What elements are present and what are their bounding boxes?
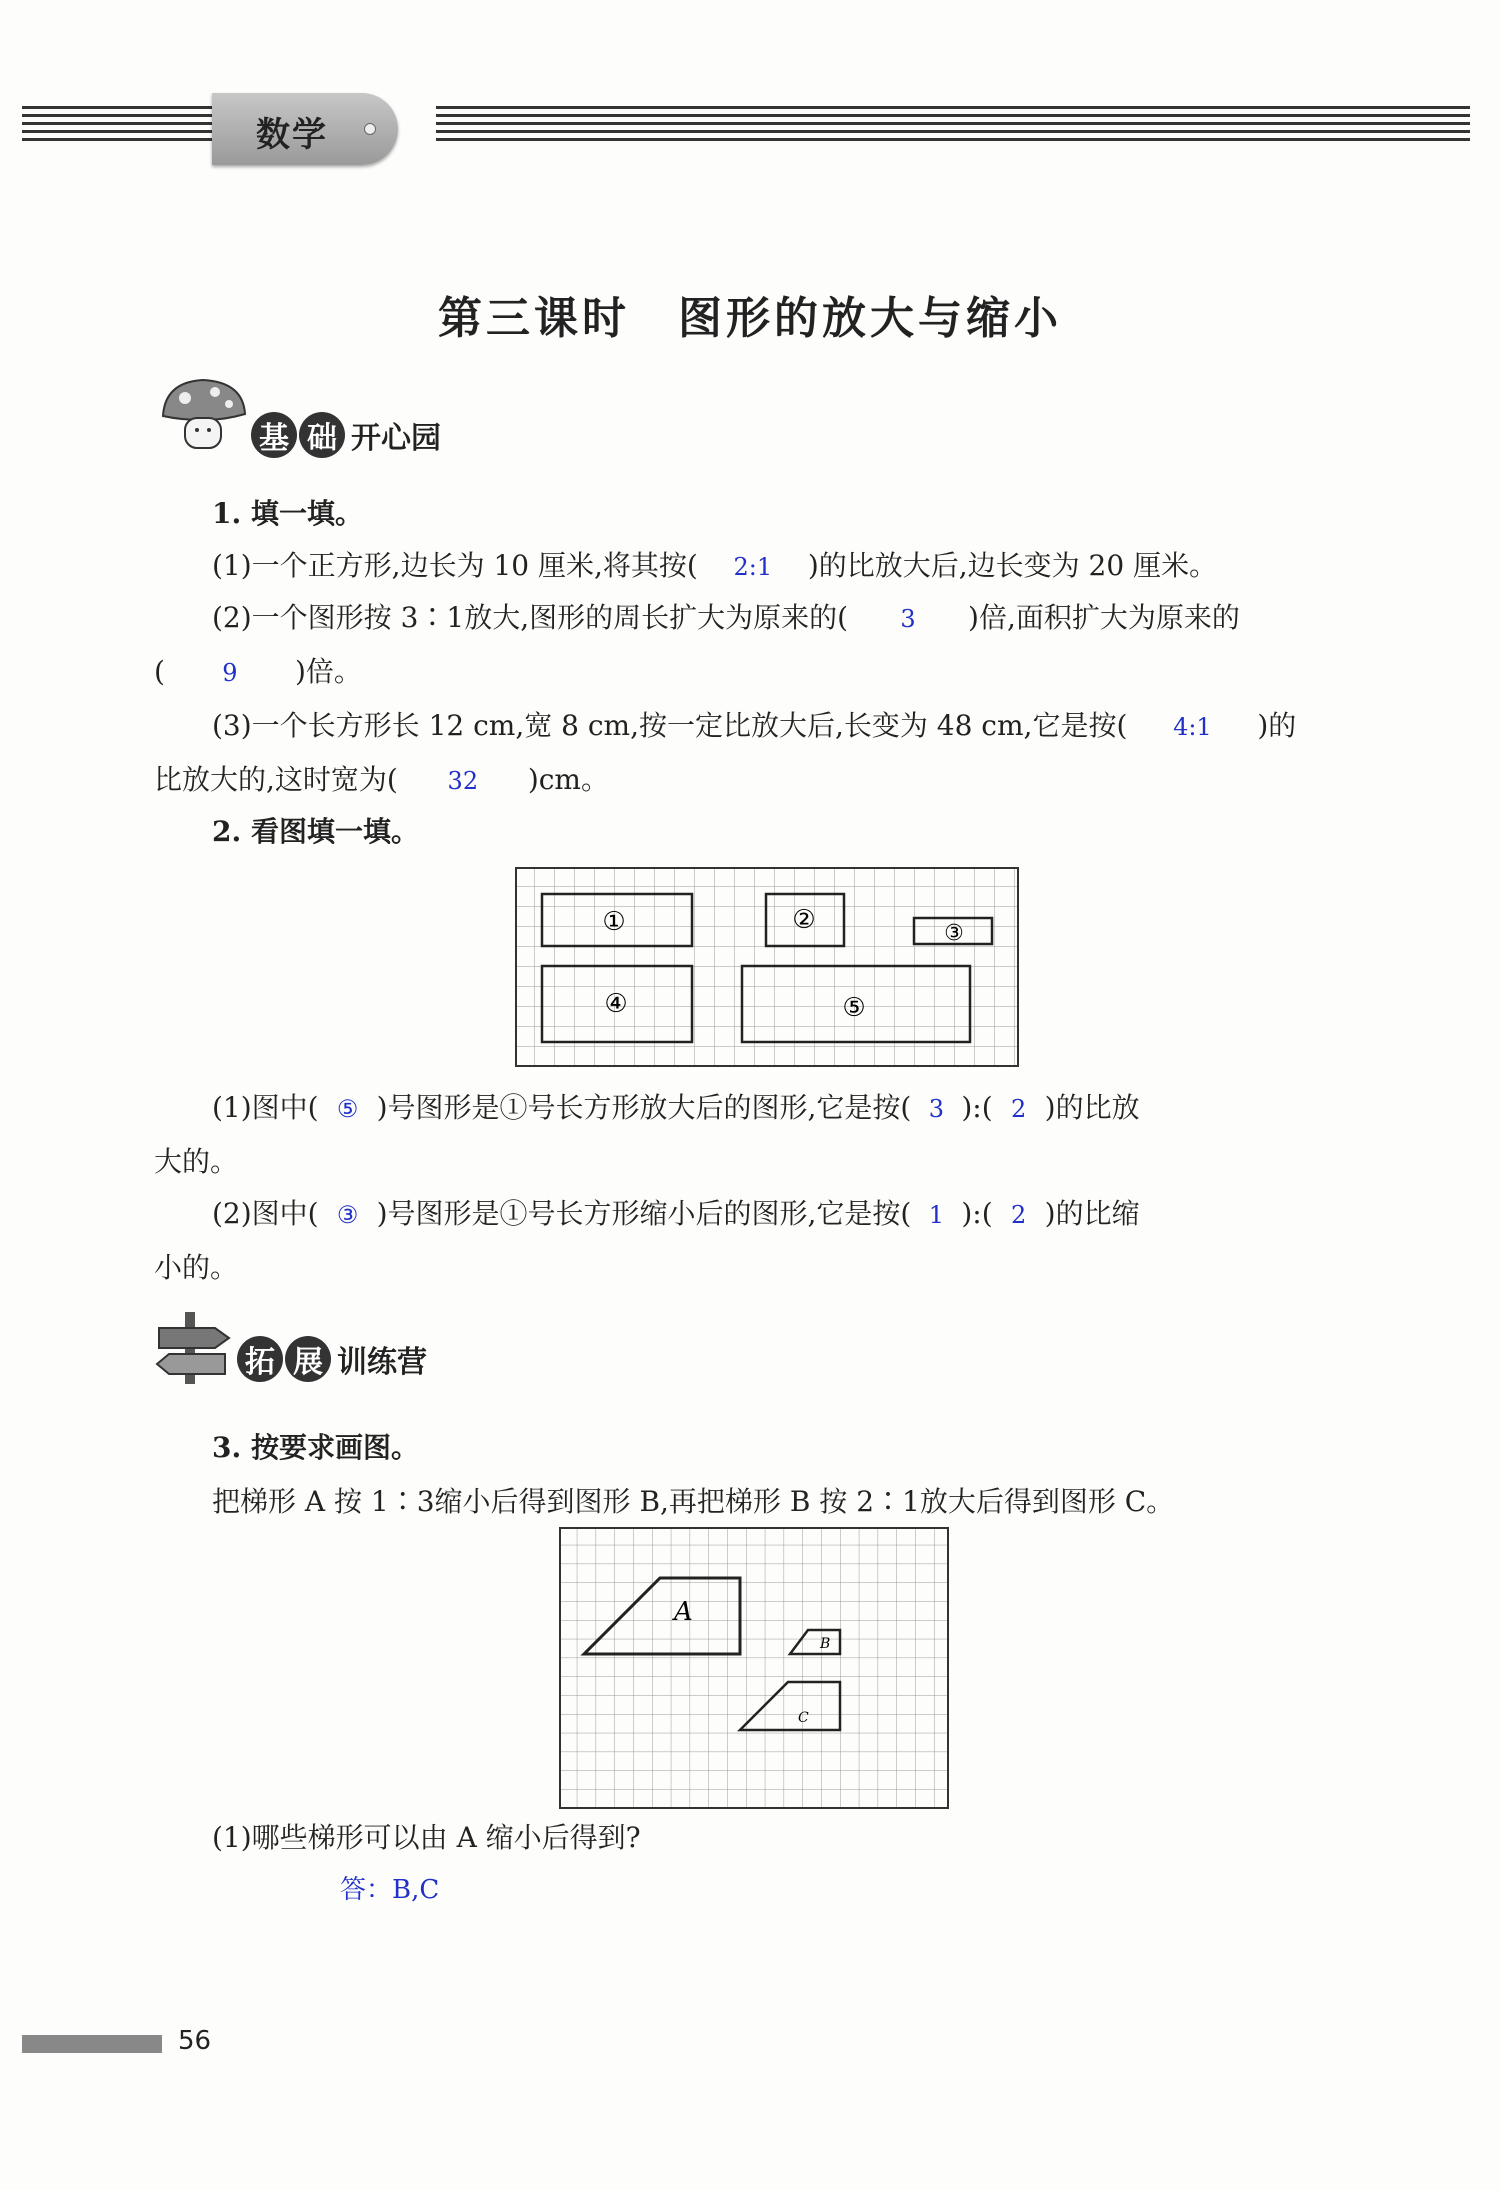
label-a: A [674, 1597, 693, 1627]
q1-p3-answer1: 4:1 [1173, 713, 1212, 741]
q1-part2: (2)一个图形按 3∶1放大,图形的周长扩大为原来的( 3 )倍,面积扩大为原来的 [212, 598, 1240, 639]
q3-sub1-answer: 答：B,C [340, 1875, 440, 1905]
subject-tab [212, 93, 398, 165]
q2-s2-answer3: 2 [1011, 1201, 1027, 1229]
subject-label: 数学 [256, 115, 328, 155]
q2-heading: 2. 看图填一填。 [212, 815, 419, 848]
badge-char-2: 础 [299, 412, 345, 458]
q1-part1: (1)一个正方形,边长为 10 厘米,将其按( 2:1 )的比放大后,边长变为 20 厘米。 [212, 546, 1217, 587]
header-rule-left [22, 106, 212, 150]
shape-label-3: ③ [944, 921, 964, 946]
shape-label-2: ② [792, 905, 816, 935]
q1-part3-cont: 比放大的,这时宽为( 32 )cm。 [154, 760, 609, 801]
shape-label-5: ⑤ [842, 993, 866, 1023]
q3-heading: 3. 按要求画图。 [212, 1431, 419, 1464]
page-number: 56 [178, 2026, 212, 2056]
q1-p2-answer2: 9 [222, 659, 238, 687]
q2-sub2: (2)图中( ③ )号图形是①号长方形缩小后的图形,它是按( 1 ):( 2 )的比缩 [212, 1194, 1140, 1235]
grid-figure-rectangles [514, 866, 1020, 1068]
q2-sub2-cont: 小的。 [154, 1251, 239, 1284]
badge2-text: 训练营 [337, 1345, 427, 1380]
badge2-char-2: 展 [285, 1336, 331, 1382]
q1-part2-cont: ( 9 )倍。 [154, 652, 362, 693]
q2-sub1: (1)图中( ⑤ )号图形是①号长方形放大后的图形,它是按( 3 ):( 2 )的比放 [212, 1088, 1140, 1129]
label-b: B [820, 1636, 831, 1652]
q1-p1-answer: 2:1 [733, 553, 773, 581]
q1-part3: (3)一个长方形长 12 cm,宽 8 cm,按一定比放大后,长变为 48 cm,它是按( 4:1 )的 [212, 706, 1296, 747]
badge2-char-1: 拓 [237, 1336, 283, 1382]
badge-char-1: 基 [251, 412, 297, 458]
q2-s1-answer1: ⑤ [336, 1095, 359, 1123]
q1-p3-answer2: 32 [447, 767, 479, 795]
section-badge-basic [155, 412, 441, 458]
label-c: C [798, 1710, 809, 1726]
q2-s2-answer1: ③ [336, 1201, 359, 1229]
mushroom-icon [155, 374, 255, 454]
page-title: 第三课时 图形的放大与缩小 [438, 293, 1062, 344]
section-badge-extend [155, 1336, 427, 1382]
grid-figure-trapezoids [558, 1526, 950, 1810]
header-rule-right [436, 106, 1470, 150]
q3-description: 把梯形 A 按 1∶3缩小后得到图形 B,再把梯形 B 按 2∶1放大后得到图形 C。 [212, 1485, 1175, 1518]
q2-s2-answer2: 1 [928, 1201, 944, 1229]
q2-s1-answer2: 3 [928, 1095, 944, 1123]
q1-heading: 1. 填一填。 [212, 497, 363, 530]
tab-hole-icon [364, 123, 376, 135]
page-bar [22, 2035, 162, 2053]
shape-label-4: ④ [604, 989, 628, 1019]
q1-p2-answer1: 3 [900, 605, 916, 633]
shape-label-1: ① [602, 907, 626, 937]
badge-text: 开心园 [351, 421, 441, 456]
signpost-icon [155, 1306, 235, 1386]
q2-s1-answer3: 2 [1011, 1095, 1027, 1123]
q3-sub1: (1)哪些梯形可以由 A 缩小后得到? [212, 1821, 641, 1854]
q2-sub1-cont: 大的。 [154, 1145, 239, 1178]
